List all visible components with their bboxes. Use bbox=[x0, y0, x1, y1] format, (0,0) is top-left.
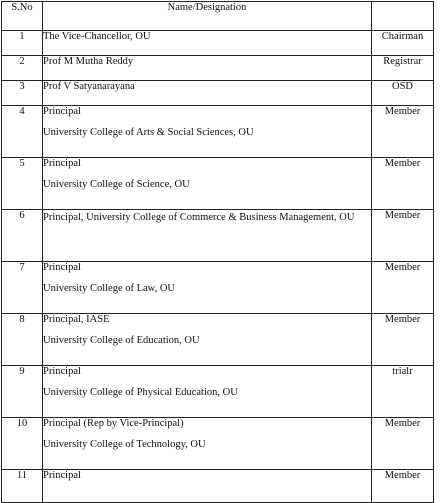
row-college-line: University College of Technology, OU bbox=[43, 439, 206, 450]
row-sno: 9 bbox=[2, 366, 43, 418]
row-name bbox=[43, 31, 372, 56]
table-row bbox=[2, 106, 434, 158]
members-table bbox=[1, 1, 434, 503]
row-role: Member bbox=[372, 210, 434, 262]
row-sno: 5 bbox=[2, 158, 43, 210]
row-sno: 3 bbox=[2, 81, 43, 106]
header-role bbox=[372, 2, 434, 31]
row-name bbox=[43, 210, 372, 262]
row-college-line: University College of Law, OU bbox=[43, 283, 175, 294]
row-name bbox=[43, 106, 372, 158]
row-sno: 8 bbox=[2, 314, 43, 366]
table-row bbox=[2, 81, 434, 106]
row-name bbox=[43, 418, 372, 470]
row-name-line: Principal bbox=[43, 106, 81, 117]
row-name bbox=[43, 81, 372, 106]
header-name-designation: Name/Designation bbox=[43, 2, 372, 31]
table-row bbox=[2, 366, 434, 418]
row-name-line: Principal bbox=[43, 366, 81, 377]
row-name bbox=[43, 470, 372, 503]
row-role: Member bbox=[372, 106, 434, 158]
row-college-line: University College of Arts & Social Sciences, OU bbox=[43, 127, 254, 138]
row-sno: 7 bbox=[2, 262, 43, 314]
row-role: Member bbox=[372, 418, 434, 470]
row-sno: 6 bbox=[2, 210, 43, 262]
row-role: Chairman bbox=[372, 31, 434, 56]
table-row bbox=[2, 56, 434, 81]
table-row bbox=[2, 158, 434, 210]
row-name bbox=[43, 366, 372, 418]
row-sno: 11 bbox=[2, 470, 43, 503]
row-name-line: Prof V Satyanarayana bbox=[43, 81, 135, 92]
row-sno: 4 bbox=[2, 106, 43, 158]
row-name bbox=[43, 56, 372, 81]
row-college-line: University College of Education, OU bbox=[43, 335, 200, 346]
row-role: Member bbox=[372, 158, 434, 210]
table-row bbox=[2, 262, 434, 314]
header-sno: S.No bbox=[2, 2, 43, 31]
row-name-line: Principal, IASE bbox=[43, 314, 110, 325]
row-name-line: Principal bbox=[43, 470, 81, 481]
row-sno: 2 bbox=[2, 56, 43, 81]
row-name-line: Prof M Mutha Reddy bbox=[43, 56, 134, 67]
row-name-line: Principal bbox=[43, 262, 81, 273]
row-role: trialr bbox=[372, 366, 434, 418]
row-name-line: Principal (Rep by Vice-Principal) bbox=[43, 418, 184, 429]
table-row bbox=[2, 470, 434, 503]
header-row bbox=[2, 2, 434, 31]
row-name bbox=[43, 158, 372, 210]
row-role: Member bbox=[372, 314, 434, 366]
table-row bbox=[2, 31, 434, 56]
row-role: Registrar bbox=[372, 56, 434, 81]
row-sno: 1 bbox=[2, 31, 43, 56]
row-role: Member bbox=[372, 262, 434, 314]
row-name-line: Principal, University College of Commerce & Business Management, OU bbox=[43, 212, 355, 223]
row-college-line: University College of Science, OU bbox=[43, 179, 190, 190]
row-name-line: Principal bbox=[43, 158, 81, 169]
table-row bbox=[2, 210, 434, 262]
row-college-line: University College of Physical Education, OU bbox=[43, 387, 238, 398]
row-role: Member bbox=[372, 470, 434, 503]
table-row bbox=[2, 314, 434, 366]
row-name bbox=[43, 314, 372, 366]
row-sno: 10 bbox=[2, 418, 43, 470]
row-role: OSD bbox=[372, 81, 434, 106]
row-name-line: The Vice-Chancellor, OU bbox=[43, 31, 151, 42]
row-name bbox=[43, 262, 372, 314]
table-row bbox=[2, 418, 434, 470]
